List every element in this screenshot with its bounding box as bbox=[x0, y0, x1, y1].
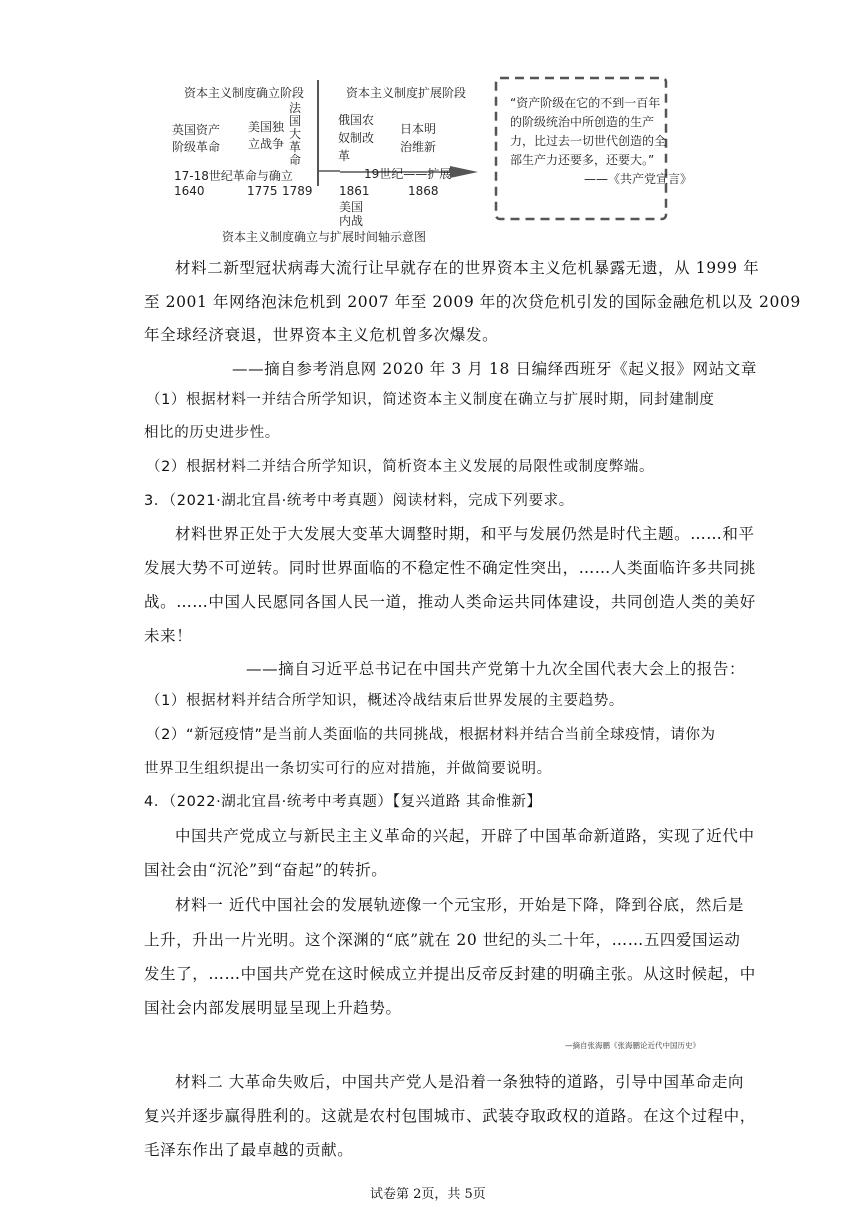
event-us-civil-war: 美国 bbox=[339, 200, 364, 214]
question-4-intro: 国社会由“沉沦”到“奋起”的转折。 bbox=[144, 861, 388, 879]
year-1868: 1868 bbox=[408, 184, 439, 198]
event-us-civil-war-2: 内战 bbox=[339, 214, 364, 228]
quote-source: ——《共产党宣言》 bbox=[584, 172, 693, 186]
event-russia-reform-2: 奴制改 bbox=[338, 131, 375, 145]
page-footer: 试卷第 2页，共 5页 bbox=[370, 1187, 486, 1202]
material-4-1-line: 上升，升出一片光明。这个深渊的“底”就在 20 世纪的头二十年，……五四爱国运动 bbox=[144, 931, 741, 949]
material-4-1-line: 发生了，……中国共产党在这时候成立并提出反帝反封建的明确主张。从这时候起，中 bbox=[144, 965, 756, 983]
event-french-revolution bbox=[289, 102, 303, 167]
year-1861: 1861 bbox=[339, 184, 370, 198]
question-1: （1）根据材料一并结合所学知识，简述资本主义制度在确立与扩展时期，同封建制度 bbox=[146, 392, 715, 408]
question-2: （2）根据材料二并结合所学知识，简析资本主义发展的局限性或制度弊端。 bbox=[146, 459, 655, 475]
material-2-line: 年全球经济衰退，世界资本主义危机曾多次爆发。 bbox=[144, 326, 499, 344]
quote-line: 力，比过去一切世代创造的全 bbox=[510, 134, 667, 148]
material-3-line: 材料世界正处于大发展大变革大调整时期，和平与发展仍然是时代主题。……和平 bbox=[175, 525, 755, 543]
event-russia-reform: 俄国农 bbox=[338, 113, 375, 127]
material-3-source: ——摘自习近平总书记在中国共产党第十九次全国代表大会上的报告： bbox=[246, 660, 746, 678]
quote-line: 部生产力还要多，还要大。” bbox=[510, 153, 655, 167]
period-establish: 17-18世纪革命与确立 bbox=[174, 169, 293, 183]
event-american-war-2: 立战争 bbox=[248, 137, 285, 151]
question-1-cont: 相比的历史进步性。 bbox=[144, 425, 280, 441]
french-char: 大 bbox=[289, 127, 302, 141]
material-4-2-line: 材料二 大革命失败后，中国共产党人是沿着一条独特的道路，引导中国革命走向 bbox=[175, 1073, 745, 1091]
question-3-heading: 3．（2021·湖北宜昌·统考中考真题）阅读材料，完成下列要求。 bbox=[144, 493, 574, 509]
material-3-line: 战。……中国人民愿同各国人民一道，推动人类命运共同体建设，共同创造人类的美好 bbox=[144, 593, 756, 611]
establish-stage-heading: 资本主义制度确立阶段 bbox=[184, 86, 305, 100]
question-3-1: （1）根据材料并结合所学知识，概述冷战结束后世界发展的主要趋势。 bbox=[146, 693, 624, 709]
material-4-2-line: 复兴并逐步赢得胜利的。这就是农村包围城市、武装夺取政权的道路。在这个过程中， bbox=[144, 1107, 756, 1125]
material-2-source: ——摘自参考消息网 2020 年 3 月 18 日编绎西班牙《起义报》网站文章 bbox=[232, 360, 757, 378]
french-char: 革 bbox=[289, 140, 302, 154]
event-russia-reform-3: 革 bbox=[338, 149, 351, 163]
french-char: 命 bbox=[289, 153, 302, 167]
quote-line: “资产阶级在它的不到一百年 bbox=[510, 96, 661, 110]
timeline-figure bbox=[160, 74, 693, 244]
event-english-revolution-2: 阶级革命 bbox=[172, 140, 221, 154]
event-english-revolution: 英国资产 bbox=[172, 123, 221, 137]
event-japan-meiji: 日本明 bbox=[400, 122, 437, 136]
quote-line: 的阶级统治中所创造的生产 bbox=[510, 115, 655, 129]
expand-stage-heading: 资本主义制度扩展阶段 bbox=[346, 86, 467, 100]
year-1775: 1775 bbox=[247, 184, 278, 198]
material-4-1-line: 材料一 近代中国社会的发展轨迹像一个元宝形，开始是下降，降到谷底，然后是 bbox=[175, 896, 745, 914]
question-4-heading: 4．（2022·湖北宜昌·统考中考真题）【复兴道路 其命惟新】 bbox=[144, 794, 542, 810]
question-4-intro: 中国共产党成立与新民主主义革命的兴起，开辟了中国革命新道路，实现了近代中 bbox=[175, 827, 755, 845]
question-3-2: （2）“新冠疫情”是当前人类面临的共同挑战，根据材料并结合当前全球疫情，请你为 bbox=[146, 727, 716, 743]
event-japan-meiji-2: 治维新 bbox=[400, 140, 437, 154]
year-1640: 1640 bbox=[174, 184, 205, 198]
year-1789: 1789 bbox=[282, 184, 313, 198]
timeline-caption: 资本主义制度确立与扩展时间轴示意图 bbox=[222, 230, 427, 244]
french-char: 法 bbox=[289, 101, 302, 115]
french-char: 国 bbox=[289, 114, 302, 128]
question-3-2-cont: 世界卫生组织提出一条切实可行的应对措施，并做简要说明。 bbox=[144, 761, 552, 777]
quote-box bbox=[510, 94, 692, 189]
material-4-1-line: 国社会内部发展明显呈现上升趋势。 bbox=[144, 999, 402, 1017]
material-4-1-source: —摘自张海鹏《张海鹏论近代中国历史》 bbox=[565, 1041, 700, 1050]
material-2-line: 材料二新型冠状病毒大流行让早就存在的世界资本主义危机暴露无遗，从 1999 年 bbox=[175, 259, 760, 277]
material-2-line: 至 2001 年网络泡沫危机到 2007 年至 2009 年的次贷危机引发的国际金融危机以及 2009 bbox=[144, 293, 801, 311]
material-3-line: 未来！ bbox=[144, 627, 193, 645]
material-4-2-line: 毛泽东作出了最卓越的贡献。 bbox=[144, 1141, 354, 1159]
material-3-line: 发展大势不可逆转。同时世界面临的不稳定性不确定性突出，……人类面临许多共同挑 bbox=[144, 559, 756, 577]
event-american-war: 美国独 bbox=[248, 120, 285, 134]
period-expand: 19世纪——扩展 bbox=[364, 167, 452, 181]
